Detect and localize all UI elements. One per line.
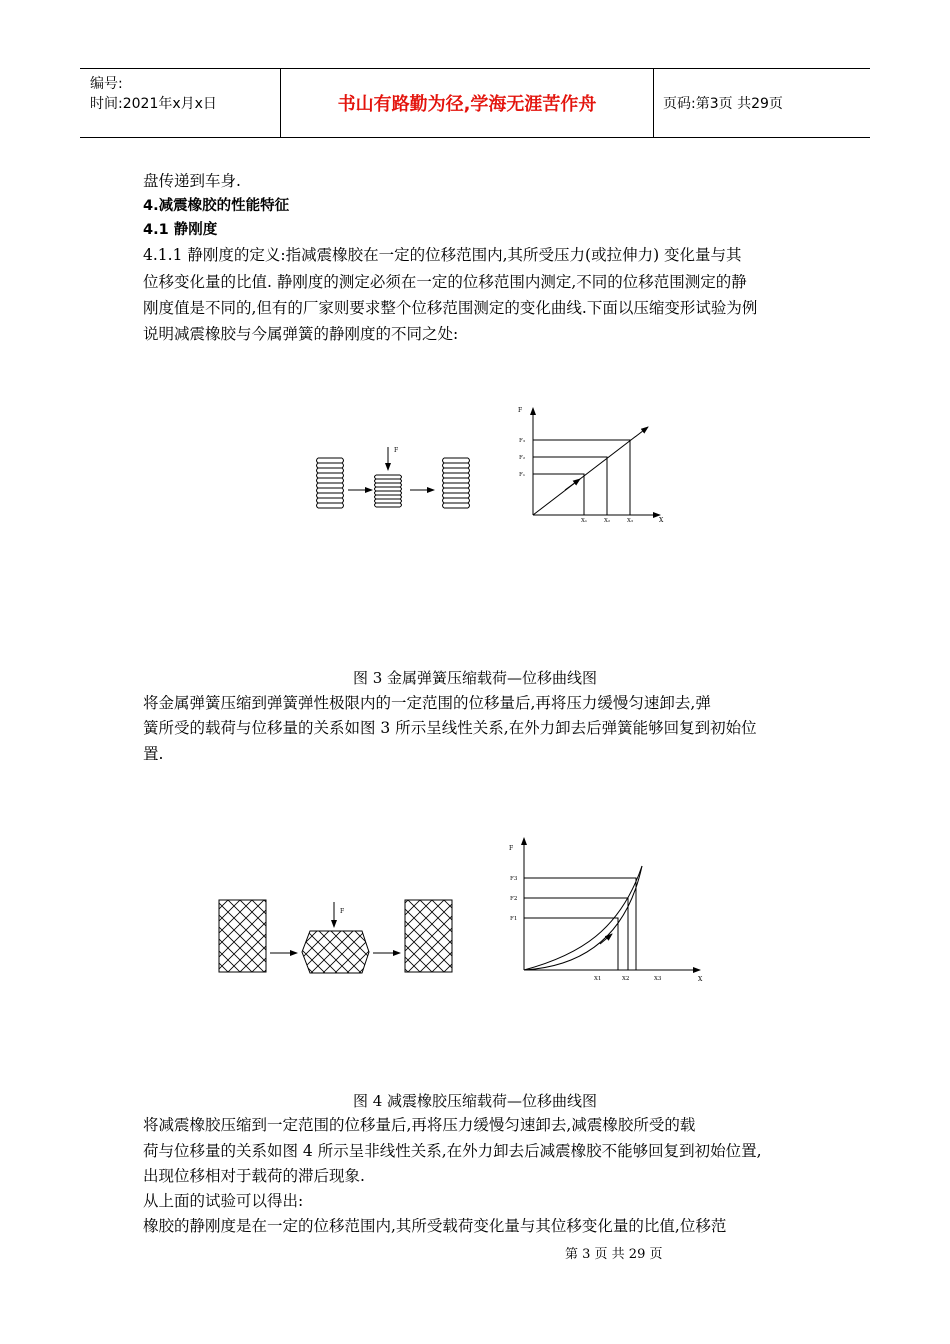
paragraph-line: 将金属弹簧压缩到弹簧弹性极限内的一定范围的位移量后,再将压力缓慢匀速卸去,弹	[143, 694, 711, 712]
rubber-block-compressed	[302, 931, 369, 973]
paragraph-line: 刚度值是不同的,但有的厂家则要求整个位移范围测定的变化曲线.下面以压缩变形试验为例	[143, 299, 758, 317]
figure-4-caption: 图 4 减震橡胶压缩载荷—位移曲线图	[352, 1092, 598, 1110]
y-tick: F2	[510, 896, 518, 902]
y-tick: F₂	[519, 455, 526, 461]
paragraph-line: 出现位移相对于载荷的滞后现象.	[143, 1167, 365, 1185]
paragraph-line: 4.1.1 静刚度的定义:指减震橡胶在一定的位移范围内,其所受压力(或拉伸力) 变化量与其	[143, 246, 742, 264]
subsection-heading: 4.1 静刚度	[143, 222, 218, 238]
load-arrow	[600, 934, 612, 944]
page-footer: 第 3 页 共 29 页	[565, 1247, 663, 1262]
paragraph-line: 说明减震橡胶与今属弹簧的静刚度的不同之处:	[143, 325, 459, 343]
x-axis-label: X	[698, 976, 703, 983]
x-tick: X3	[654, 976, 662, 982]
paragraph-line: 簧所受的载荷与位移量的关系如图 3 所示呈线性关系,在外力卸去后弹簧能够回复到初始位	[143, 719, 757, 737]
rubber-block-right	[405, 900, 452, 972]
x-axis-label: X	[659, 517, 664, 524]
load-arrow	[565, 479, 580, 490]
paragraph-line: 从上面的试验可以得出:	[143, 1192, 304, 1210]
paragraph-line: 橡胶的静刚度是在一定的位移范围内,其所受载荷变化量与其位移变化量的比值,位移范	[143, 1217, 727, 1235]
figure-4	[210, 828, 720, 988]
x-tick: X₂	[604, 518, 611, 524]
paragraph-line: 荷与位移量的关系如图 4 所示呈非线性关系,在外力卸去后减震橡胶不能够回复到初始位置,	[143, 1142, 762, 1160]
y-tick: F3	[510, 876, 518, 882]
force-label: F	[340, 908, 345, 915]
spring-right	[444, 458, 468, 508]
figure-3	[300, 400, 680, 530]
y-tick: F₁	[519, 472, 526, 478]
paragraph-line: 置.	[143, 745, 164, 763]
section-heading: 4.减震橡胶的性能特征	[143, 198, 290, 214]
x-tick: X₁	[581, 518, 588, 524]
y-axis-label: F	[509, 845, 514, 852]
y-tick: F₃	[519, 438, 526, 444]
figure-3-caption: 图 3 金属弹簧压缩载荷—位移曲线图	[352, 669, 598, 687]
x-tick: X1	[594, 976, 602, 982]
header-meta	[80, 69, 281, 137]
header-page-label: 页码:第3页 共29页	[663, 96, 783, 112]
y-tick: F1	[510, 916, 518, 922]
header-motto: 书山有路勤为径,学海无涯苦作舟	[281, 69, 654, 137]
y-axis-label: F	[518, 407, 523, 414]
spring-middle	[376, 475, 400, 507]
rubber-block-left	[219, 900, 266, 972]
paragraph-line: 将减震橡胶压缩到一定范围的位移量后,再将压力缓慢匀速卸去,减震橡胶所受的载	[143, 1116, 696, 1134]
page-header	[80, 68, 870, 138]
spring-left	[318, 458, 342, 508]
x-tick: X2	[622, 976, 630, 982]
x-tick: X₃	[627, 518, 634, 524]
doc-time-label: 时间:2021年x月x日	[90, 96, 217, 112]
doc-number-label: 编号:	[90, 76, 123, 92]
paragraph-line: 位移变化量的比值. 静刚度的测定必须在一定的位移范围内测定,不同的位移范围测定的静	[143, 273, 747, 291]
force-label: F	[394, 447, 399, 454]
text-line: 盘传递到车身.	[143, 172, 241, 190]
